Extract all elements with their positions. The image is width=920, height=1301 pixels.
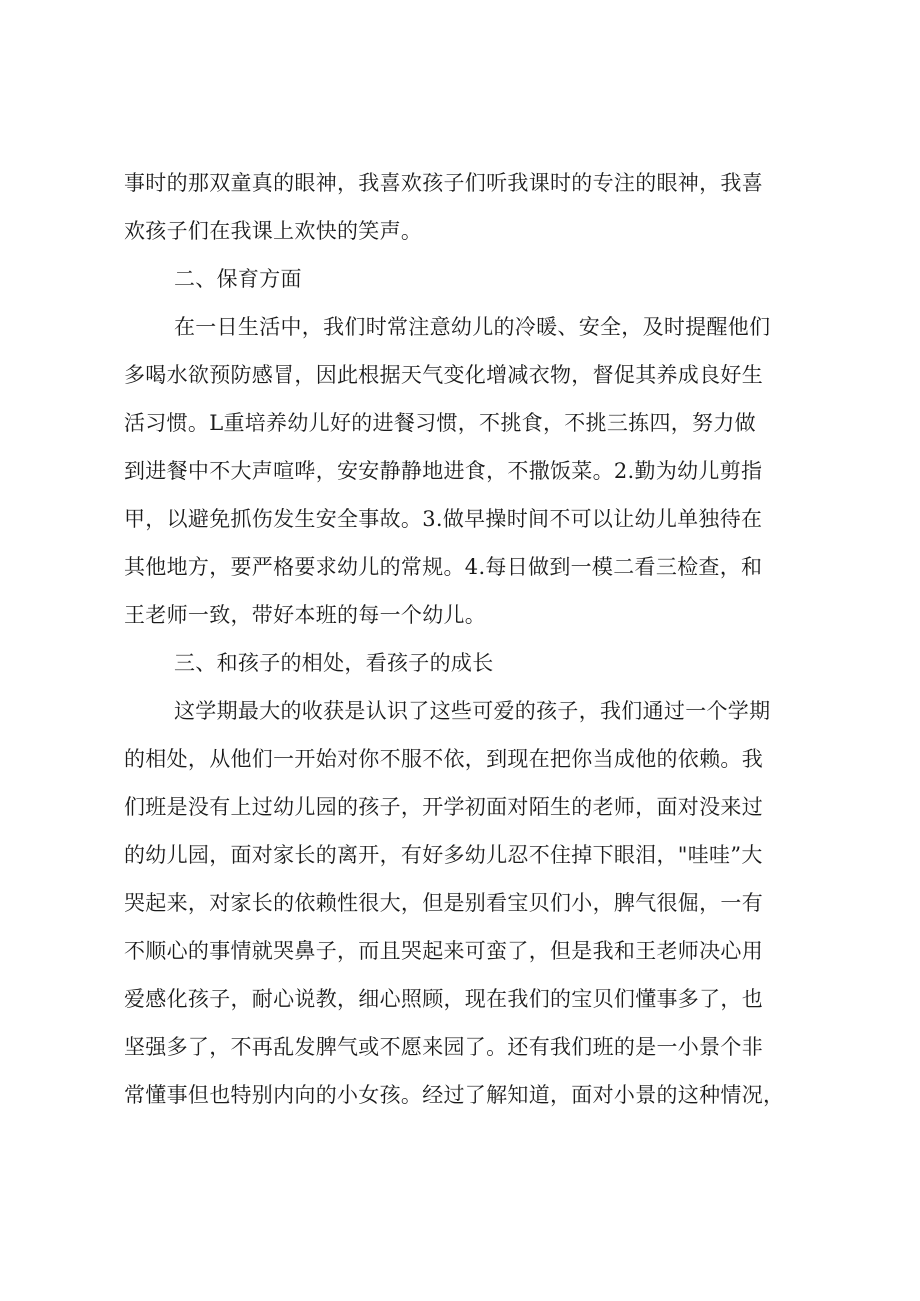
paragraph-line: 的相处，从他们一开始对你不服不依，到现在把你当成他的依赖。我	[124, 747, 763, 771]
paragraph-line: 事时的那双童真的眼神，我喜欢孩子们听我课时的专注的眼神，我喜	[124, 171, 763, 195]
paragraph-line: 在一日生活中，我们时常注意幼儿的冷暖、安全，及时提醒他们	[174, 315, 771, 339]
paragraph-line: 不顺心的事情就哭鼻子，而且哭起来可蛮了，但是我和王老师决心用	[124, 939, 763, 963]
paragraph-line: 甲，以避免抓伤发生安全事故。3.做早操时间不可以让幼儿单独待在	[124, 507, 763, 531]
paragraph-line: 们班是没有上过幼儿园的孩子，开学初面对陌生的老师，面对没来过	[124, 795, 763, 819]
paragraph-line: 这学期最大的收获是认识了这些可爱的孩子，我们通过一个学期	[174, 699, 771, 723]
section-heading: 三、和孩子的相处，看孩子的成长	[174, 651, 494, 675]
paragraph-line: 常懂事但也特别内向的小女孩。经过了解知道，面对小景的这种情况，	[124, 1083, 785, 1107]
paragraph-line: 坚强多了，不再乱发脾气或不愿来园了。还有我们班的是一小景个非	[124, 1035, 763, 1059]
section-heading: 二、保育方面	[174, 267, 302, 291]
paragraph-line: 到进餐中不大声喧哗，安安静静地进食，不撒饭菜。2.勤为幼儿剪指	[124, 459, 763, 483]
paragraph-line: 王老师一致，带好本班的每一个幼儿。	[124, 603, 487, 627]
paragraph-line: 欢孩子们在我课上欢快的笑声。	[124, 219, 423, 243]
paragraph-line: 其他地方，要严格要求幼儿的常规。4.每日做到一模二看三检查，和	[124, 555, 763, 579]
paragraph-line: 多喝水欲预防感冒，因此根据天气变化增减衣物，督促其养成良好生	[124, 363, 763, 387]
paragraph-line: 活习惯。L重培养幼儿好的进餐习惯，不挑食，不挑三拣四，努力做	[124, 411, 756, 435]
paragraph-line: 爱感化孩子，耐心说教，细心照顾，现在我们的宝贝们懂事多了，也	[124, 987, 763, 1011]
paragraph-line: 的幼儿园，面对家长的离开，有好多幼儿忍不住掉下眼泪，"哇哇”大	[124, 843, 763, 867]
paragraph-line: 哭起来，对家长的依赖性很大，但是别看宝贝们小，脾气很倔，一有	[124, 891, 763, 915]
